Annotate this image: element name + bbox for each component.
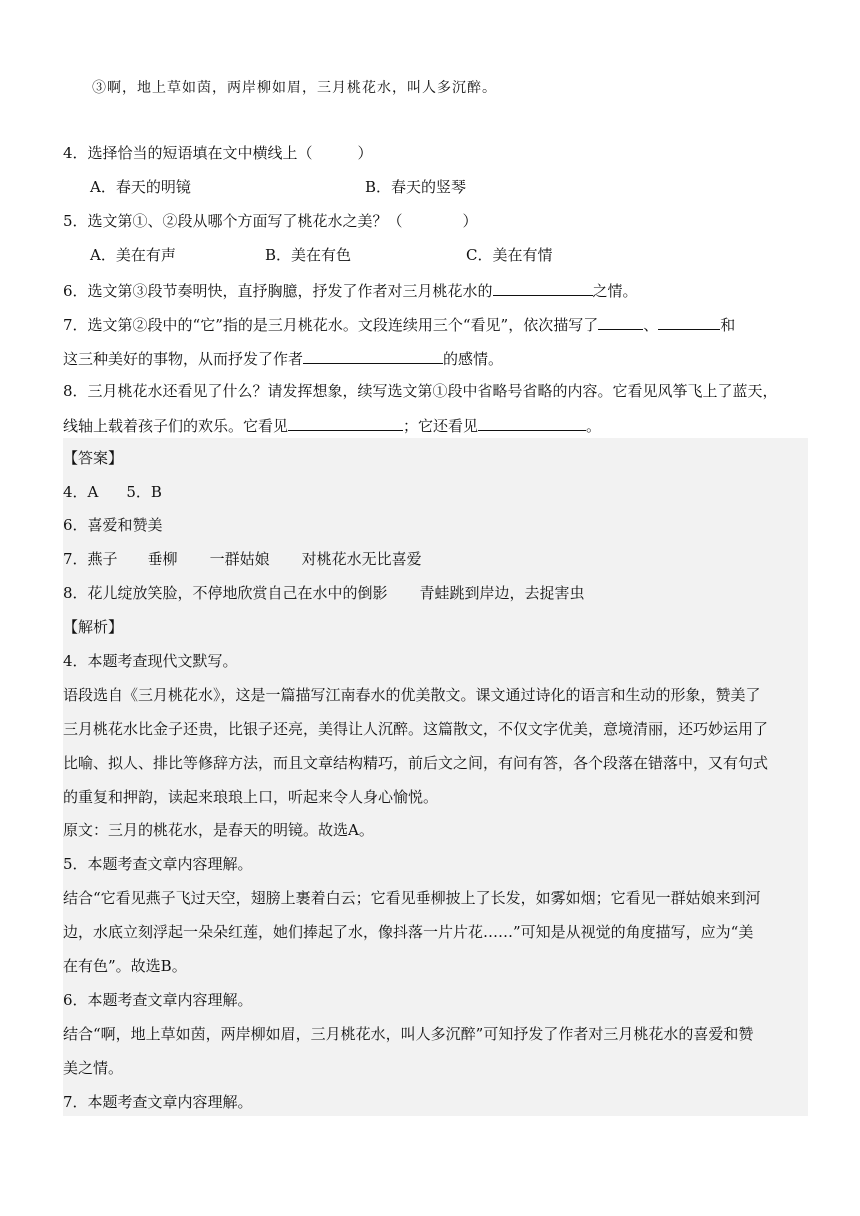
question-8-blank-1[interactable]	[288, 414, 403, 431]
question-8-line-1: 8．三月桃花水还看见了什么？请发挥想象，续写选文第①段中省略号省略的内容。它看见风筝飞上了蓝天，	[63, 382, 778, 400]
question-6	[63, 279, 638, 301]
answer-8-item-1: 8．花儿绽放笑脸，不停地欣赏自己在水中的倒影	[63, 584, 388, 602]
question-8-prefix: 线轴上载着孩子们的欢乐。它看见	[63, 417, 289, 435]
question-7-blank-2[interactable]	[658, 313, 720, 330]
analysis-6-title: 6．本题考查文章内容理解。	[63, 991, 253, 1009]
question-7-separator: 、	[643, 316, 659, 334]
question-6-suffix: 之情。	[592, 282, 638, 300]
answer-7	[63, 549, 422, 569]
analysis-4-line-1: 语段选自《三月桃花水》，这是一篇描写江南春水的优美散文。课文通过诗化的语言和生动的形象，赞美了	[63, 686, 761, 704]
answer-6: 6．喜爱和赞美	[63, 516, 163, 534]
question-6-prefix: 6．选文第③段节奏明快，直抒胸臆，抒发了作者对三月桃花水的	[63, 282, 493, 300]
analysis-4-line-4: 的重复和押韵，读起来琅琅上口，听起来令人身心愉悦。	[63, 788, 439, 806]
question-5-option-c: C．美在有情	[466, 246, 553, 264]
answer-4-5	[63, 482, 162, 502]
question-4-option-b: B．春天的竖琴	[365, 178, 467, 196]
question-8-middle: ；它还看见	[403, 417, 479, 435]
answer-7-item-4: 对桃花水无比喜爱	[301, 550, 422, 568]
analysis-7-title: 7．本题考查文章内容理解。	[63, 1093, 253, 1111]
question-7-prefix: 7．选文第②段中的“它”指的是三月桃花水。文段连续用三个“看见”，依次描写了	[63, 316, 599, 334]
question-4-stem: 4．选择恰当的短语填在文中横线上（ ）	[63, 144, 373, 162]
answer-5: 5．B	[126, 483, 162, 501]
answer-section-background	[63, 438, 808, 1116]
answer-7-item-3: 一群姑娘	[209, 550, 270, 568]
question-5-option-a: A．美在有声	[90, 246, 176, 264]
question-7-and: 和	[720, 316, 736, 334]
answer-4: 4．A	[63, 483, 99, 501]
question-4-option-a: A．春天的明镜	[90, 178, 191, 196]
answer-8	[63, 583, 585, 603]
question-7-line-2-prefix: 这三种美好的事物，从而抒发了作者	[63, 350, 304, 368]
question-5-option-b: B．美在有色	[265, 246, 352, 264]
analysis-4-line-3: 比喻、拟人、排比等修辞方法，而且文章结构精巧，前后文之间，有问有答，各个段落在错落中，又有句式	[63, 754, 769, 772]
question-8-blank-2[interactable]	[478, 414, 586, 431]
analysis-4-title: 4．本题考查现代文默写。	[63, 652, 238, 670]
answer-8-item-2: 青蛙跳到岸边，去捉害虫	[419, 584, 585, 602]
passage-paragraph-3: ③啊，地上草如茵，两岸柳如眉，三月桃花水，叫人多沉醉。	[92, 80, 497, 96]
question-5-stem: 5．选文第①、②段从哪个方面写了桃花水之美？（ ）	[63, 212, 478, 230]
analysis-6-line-1: 结合“啊，地上草如茵，两岸柳如眉，三月桃花水，叫人多沉醉”可知抒发了作者对三月桃花水的喜爱和赞	[63, 1025, 754, 1043]
question-7-blank-1[interactable]	[598, 313, 643, 330]
question-7-blank-3[interactable]	[303, 347, 443, 364]
answer-7-item-2: 垂柳	[147, 550, 178, 568]
question-8-line-2	[63, 414, 601, 436]
analysis-6-line-2: 美之情。	[63, 1059, 124, 1077]
analysis-5-title: 5．本题考查文章内容理解。	[63, 855, 253, 873]
question-7-line-2	[63, 347, 503, 369]
answer-7-item-1: 7．燕子	[63, 550, 118, 568]
analysis-5-line-2: 边，水底立刻浮起一朵朵红莲，她们捧起了水，像抖落一片片花……”可知是从视觉的角度描写，应为“美	[63, 923, 754, 941]
analysis-4-line-2: 三月桃花水比金子还贵，比银子还亮，美得让人沉醉。这篇散文，不仅文字优美，意境清丽，还巧妙运用了	[63, 720, 769, 738]
analysis-5-line-3: 在有色”。故选B。	[63, 957, 187, 975]
question-7-line-1	[63, 313, 735, 335]
analysis-4-line-5: 原文：三月的桃花水，是春天的明镜。故选A。	[63, 821, 374, 839]
analysis-5-line-1: 结合“它看见燕子飞过天空，翅膀上裹着白云；它看见垂柳披上了长发，如雾如烟；它看见一群姑娘来到河	[63, 889, 761, 907]
question-8-suffix: 。	[586, 417, 602, 435]
analysis-header: 【解析】	[63, 618, 124, 636]
answer-header: 【答案】	[63, 449, 124, 467]
question-6-blank[interactable]	[493, 279, 593, 296]
question-7-line-2-suffix: 的感情。	[443, 350, 504, 368]
